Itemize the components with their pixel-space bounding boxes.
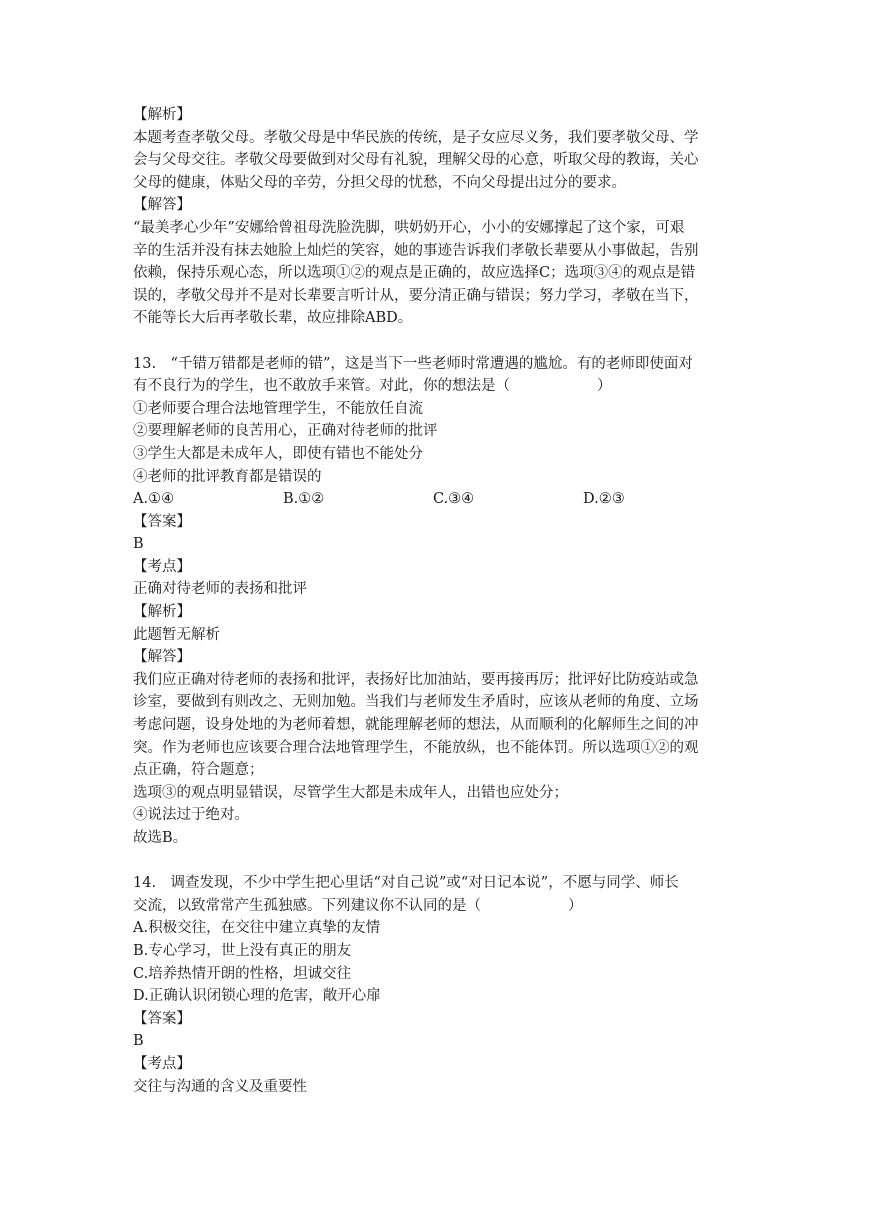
question-14	[133, 872, 733, 1098]
point-label: 【考点】	[133, 1055, 191, 1072]
answer-text-line: 不能等长大后再孝敬长辈，故应排除ABD。	[133, 310, 413, 327]
prev-question-section	[133, 104, 733, 330]
answer-label: 【答案】	[133, 1010, 191, 1027]
answer-label: 【解答】	[133, 197, 191, 214]
analysis-text-line: 会与父母交往。孝敬父母要做到对父母有礼貌，理解父母的心意，听取父母的教诲，关心	[133, 152, 699, 169]
question-stem-line: 14. 调查发现，不少中学生把心里话“对自己说”或“对日记本说”，不愿与同学、师长	[133, 875, 679, 892]
question-stem-line: 13. “千错万错都是老师的错”，这是当下一些老师时常遭遇的尴尬。有的老师即使面对	[133, 355, 693, 372]
point-text: 交往与沟通的含义及重要性	[133, 1078, 307, 1095]
analysis-text-line: 本题考查孝敬父母。孝敬父母是中华民族的传统，是子女应尽义务，我们要孝敬父母、学	[133, 129, 699, 146]
question-stem-line: 有不良行为的学生，也不敢放手来管。对此，你的想法是（ ）	[133, 378, 612, 395]
solution-text-line: 故选B。	[133, 830, 188, 846]
option-b: B.①②	[283, 491, 325, 508]
solution-text-line: 点正确，符合题意；	[133, 762, 264, 779]
solution-text-line: 我们应正确对待老师的表扬和批评，表扬好比加油站，要再接再厉；批评好比防疫站或急	[133, 671, 699, 688]
answer-value: B	[133, 536, 144, 553]
statement-item: ①老师要合理合法地管理学生，不能放任自流	[133, 400, 423, 417]
option-c: C.③④	[433, 491, 475, 508]
answer-text-line: 辛的生活并没有抹去她脸上灿烂的笑容，她的事迹告诉我们孝敬长辈要从小事做起，告别	[133, 242, 699, 259]
answer-text-line: 依赖，保持乐观心态，所以选项①②的观点是正确的，故应选择C；选项③④的观点是错	[133, 265, 696, 282]
point-label: 【考点】	[133, 558, 191, 575]
options-row	[133, 488, 733, 511]
point-text: 正确对待老师的表扬和批评	[133, 581, 307, 598]
document-page	[133, 104, 733, 1098]
solution-label: 【解答】	[133, 649, 191, 666]
analysis-text: 此题暂无解析	[133, 626, 220, 643]
answer-text-line: “最美孝心少年”安娜给曾祖母洗脸洗脚，哄奶奶开心，小小的安娜撑起了这个家，可艰	[133, 219, 685, 236]
option-b: B.专心学习，世上没有真正的朋友	[133, 942, 352, 959]
spacer	[133, 850, 733, 873]
option-a: A.积极交往，在交往中建立真挚的友情	[133, 920, 381, 937]
answer-value: B	[133, 1033, 144, 1050]
option-c: C.培养热情开朗的性格，坦诚交往	[133, 965, 352, 982]
question-13	[133, 353, 733, 850]
answer-label: 【答案】	[133, 513, 191, 530]
solution-text-line: ④说法过于绝对。	[133, 807, 249, 824]
solution-text-line: 考虑问题，设身处地的为老师着想，就能理解老师的想法，从而顺利的化解师生之间的冲	[133, 717, 699, 734]
option-a: A.①④	[133, 491, 175, 508]
question-stem-line: 交流，以致常常产生孤独感。下列建议你不认同的是（ ）	[133, 897, 583, 914]
solution-text-line: 选项③的观点明显错误，尽管学生大都是未成年人，出错也应处分；	[133, 784, 568, 801]
analysis-text-line: 父母的健康，体贴父母的辛劳，分担父母的忧愁，不向父母提出过分的要求。	[133, 174, 626, 191]
option-d: D.正确认识闭锁心理的危害，敞开心扉	[133, 988, 381, 1005]
solution-text-line: 突。作为老师也应该要合理合法地管理学生，不能放纵，也不能体罚。所以选项①②的观	[133, 739, 699, 756]
option-d: D.②③	[583, 491, 625, 508]
statement-item: ②要理解老师的良苦用心，正确对待老师的批评	[133, 423, 438, 440]
statement-item: ④老师的批评教育都是错误的	[133, 468, 322, 485]
spacer	[133, 330, 733, 353]
analysis-label: 【解析】	[133, 107, 191, 123]
analysis-label: 【解析】	[133, 604, 191, 621]
statement-item: ③学生大都是未成年人，即使有错也不能处分	[133, 445, 423, 462]
answer-text-line: 误的，孝敬父母并不是对长辈要言听计从，要分清正确与错误；努力学习，孝敬在当下，	[133, 287, 699, 304]
solution-text-line: 诊室，要做到有则改之、无则加勉。当我们与老师发生矛盾时，应该从老师的角度、立场	[133, 694, 699, 711]
